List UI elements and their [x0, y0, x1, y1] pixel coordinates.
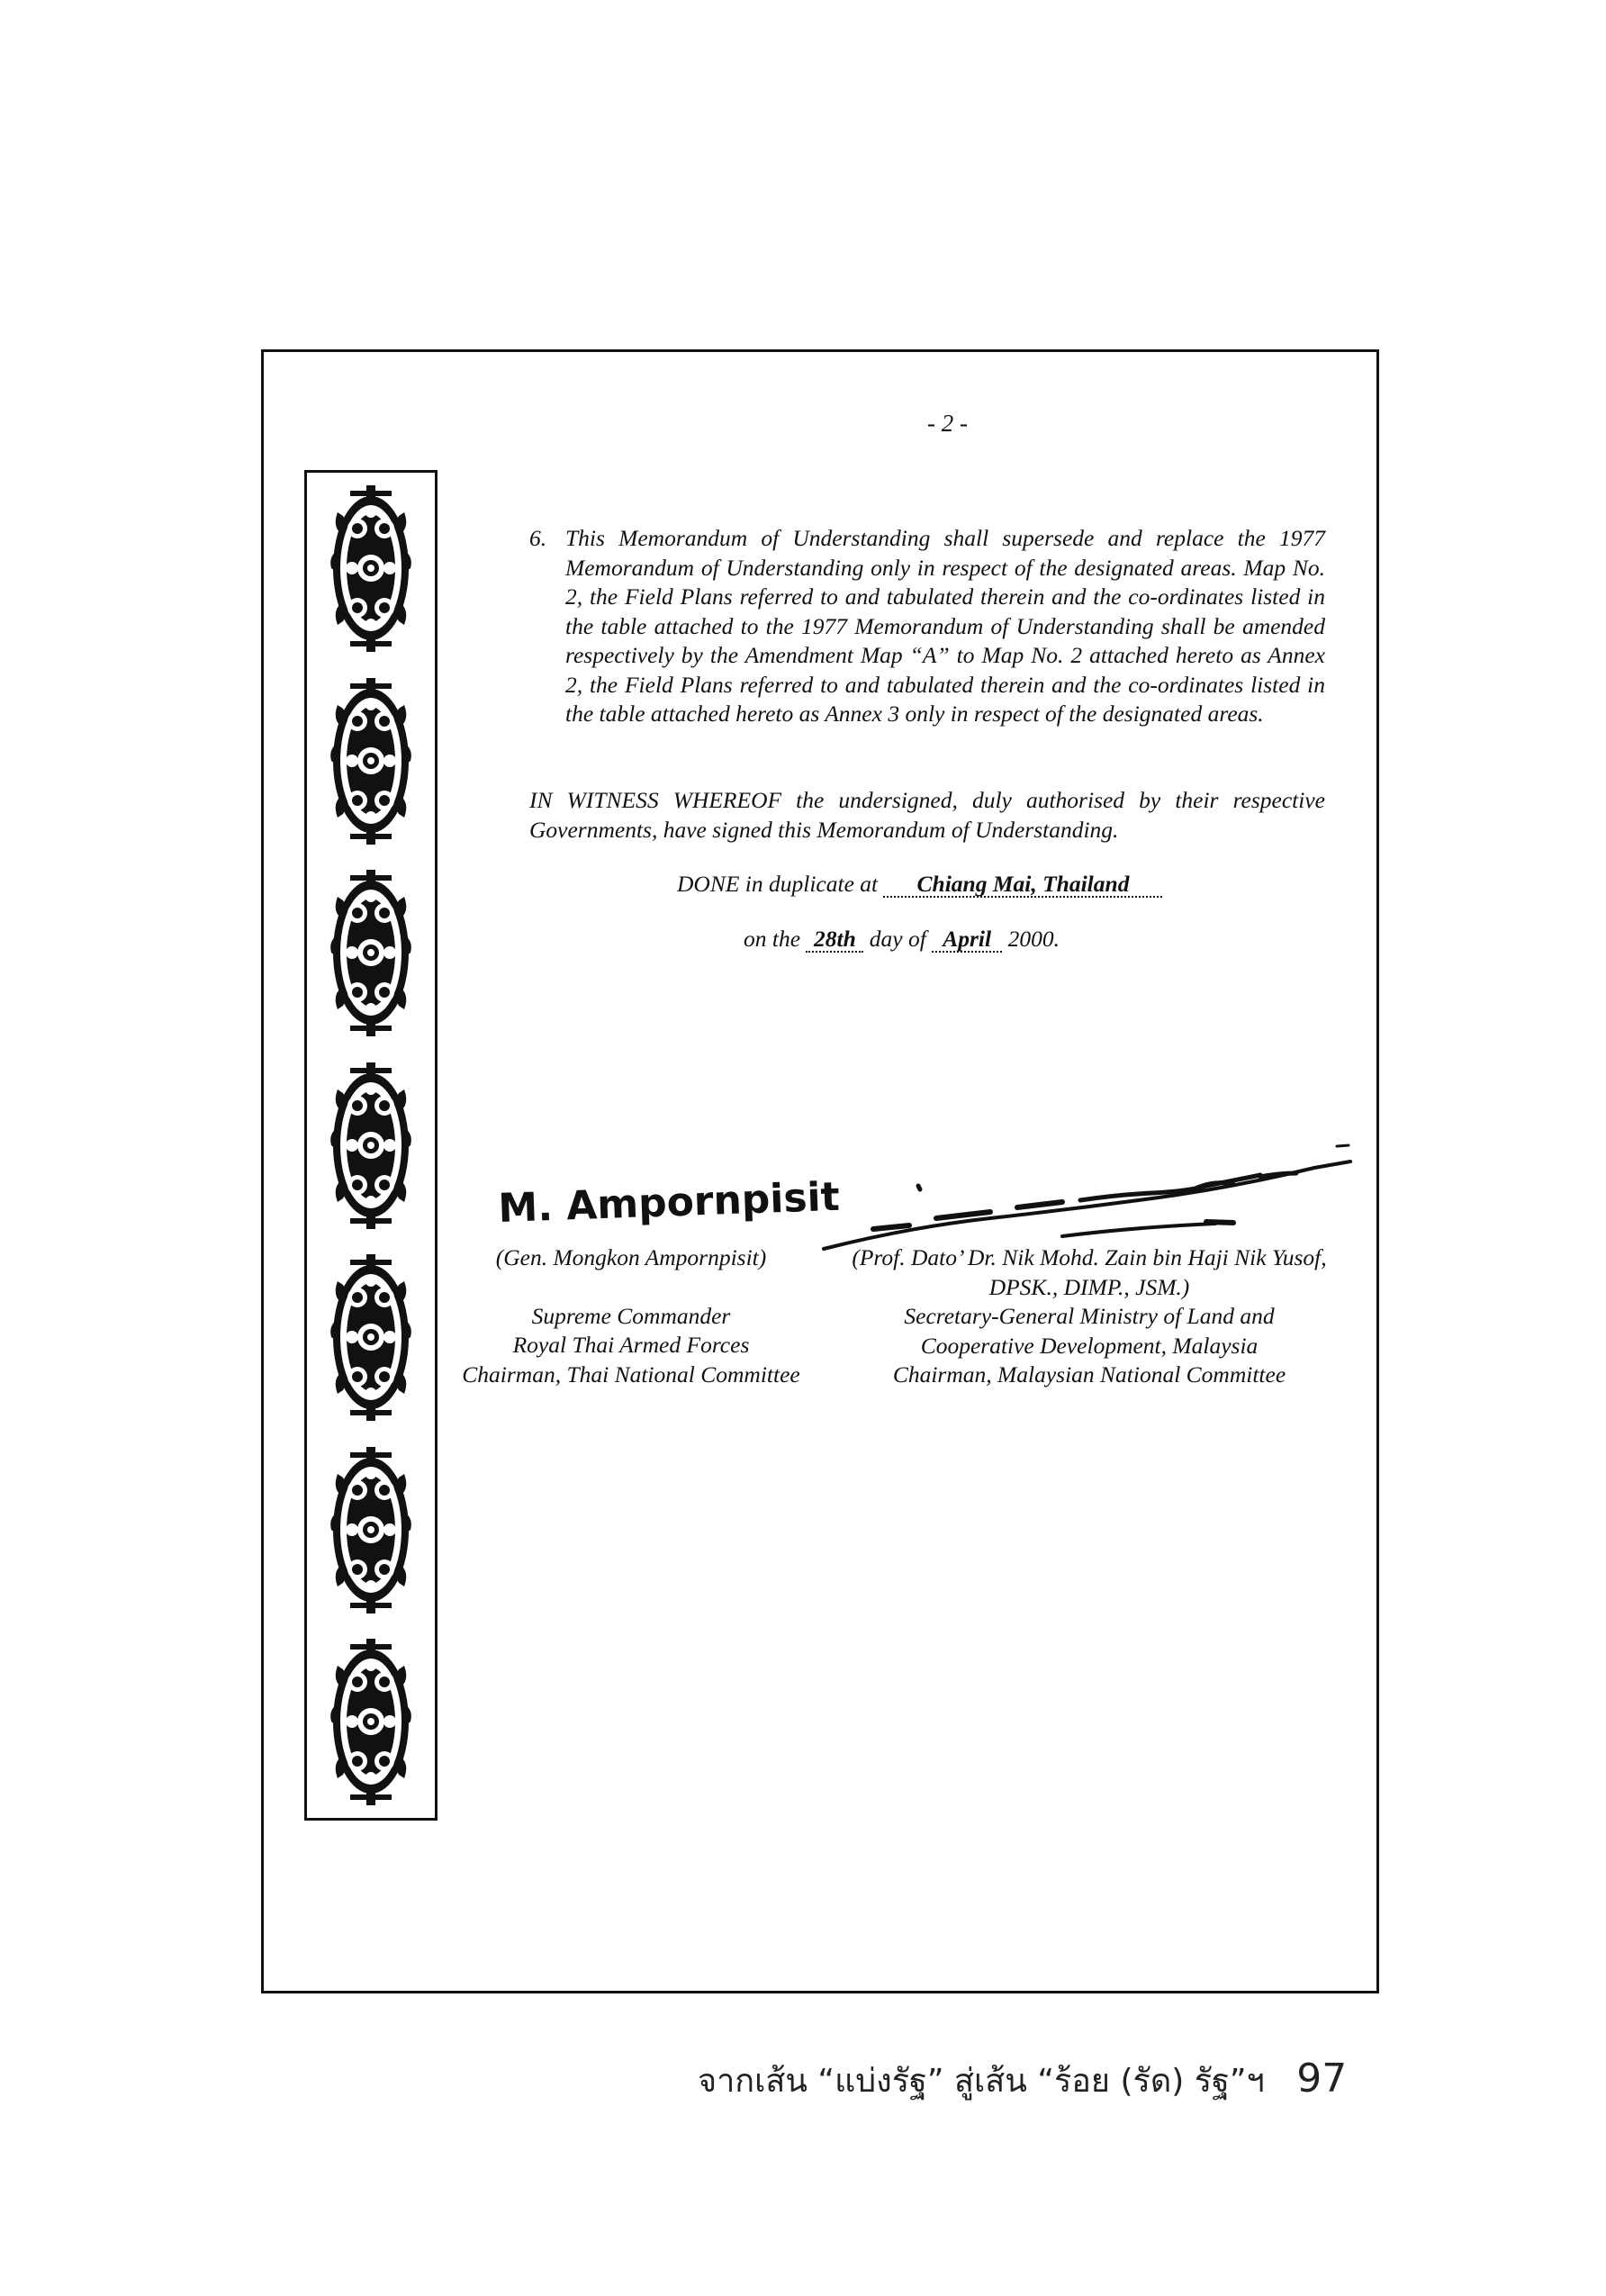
clause-6-number: 6.: [529, 525, 547, 551]
floral-ornament-icon: [330, 1639, 411, 1805]
page-marker: - 2 -: [927, 410, 968, 437]
malaysian-signatory-title-1: Secretary-General Ministry of Land and: [904, 1303, 1275, 1329]
done-in-duplicate-line: [677, 871, 1162, 898]
malaysian-signatory-block: [819, 1243, 1359, 1390]
thai-signatory-title-2: Royal Thai Armed Forces: [512, 1332, 750, 1358]
signing-day: 28th: [806, 927, 863, 953]
thai-signatory-title-1: Supreme Commander: [531, 1302, 731, 1329]
malaysian-signature-mark: [824, 1145, 1350, 1249]
floral-ornament-icon: [330, 1447, 411, 1614]
signing-month: April: [932, 927, 1002, 953]
malaysian-signatory-name: (Prof. Dato’ Dr. Nik Mohd. Zain bin Haji Nik Yusof,: [852, 1244, 1327, 1270]
signing-date-line: [744, 926, 1060, 953]
malaysian-signatory-title-3: Chairman, Malaysian National Committee: [892, 1361, 1286, 1388]
ornamental-border-panel: [304, 470, 438, 1821]
signing-place: Chiang Mai, Thailand: [883, 872, 1162, 898]
witness-clause: IN WITNESS WHEREOF the undersigned, duly authorised by their respective Governments, have signed this Memorandum of Understanding.: [529, 787, 1325, 843]
clause-6: [529, 524, 1325, 729]
floral-ornament-icon: [330, 1254, 411, 1421]
page-folio: 97: [1296, 2056, 1348, 2102]
thai-signatory-block: [447, 1243, 816, 1389]
floral-ornament-icon: [330, 1062, 411, 1229]
malaysian-signatory-honours: DPSK., DIMP., JSM.): [988, 1273, 1190, 1300]
clause-6-text: This Memorandum of Understanding shall supersede and replace the 1977 Memorandum of Understanding only in respect of the designated areas. Map No. 2, the Field Plans referred to and tabulated therein and the co-ordinates listed in the table attached to the 1977 Memorandum of Understanding shall be amended respectively by the Amendment Map “A” to Map No. 2 attached hereto as Annex 2, the Field Plans referred to and tabulated therein and the co-ordinates listed in the table attached hereto as Annex 3 only in respect of the designated areas.: [565, 525, 1325, 727]
thai-signatory-title-3: Chairman, Thai National Committee: [462, 1360, 800, 1388]
thai-signature-script: M. Ampornpisit: [497, 1173, 841, 1232]
day-of-label: day of: [869, 926, 926, 952]
done-prefix: DONE in duplicate at: [677, 871, 879, 897]
malaysian-signatory-title-2: Cooperative Development, Malaysia: [920, 1332, 1259, 1359]
floral-ornament-icon: [330, 485, 411, 652]
thai-signatory-name: (Gen. Mongkon Ampornpisit): [495, 1244, 767, 1270]
floral-ornament-icon: [330, 870, 411, 1036]
on-the-label: on the: [744, 926, 801, 952]
page-footer: [698, 2055, 1347, 2106]
running-title: จากเส้น “แบ่งรัฐ” สู่เส้น “ร้อย (รัด) รัฐ”ฯ: [698, 2063, 1265, 2100]
floral-ornament-icon: [330, 678, 411, 845]
thai-signature-mark: [498, 1174, 841, 1232]
signing-year: 2000.: [1007, 926, 1060, 952]
